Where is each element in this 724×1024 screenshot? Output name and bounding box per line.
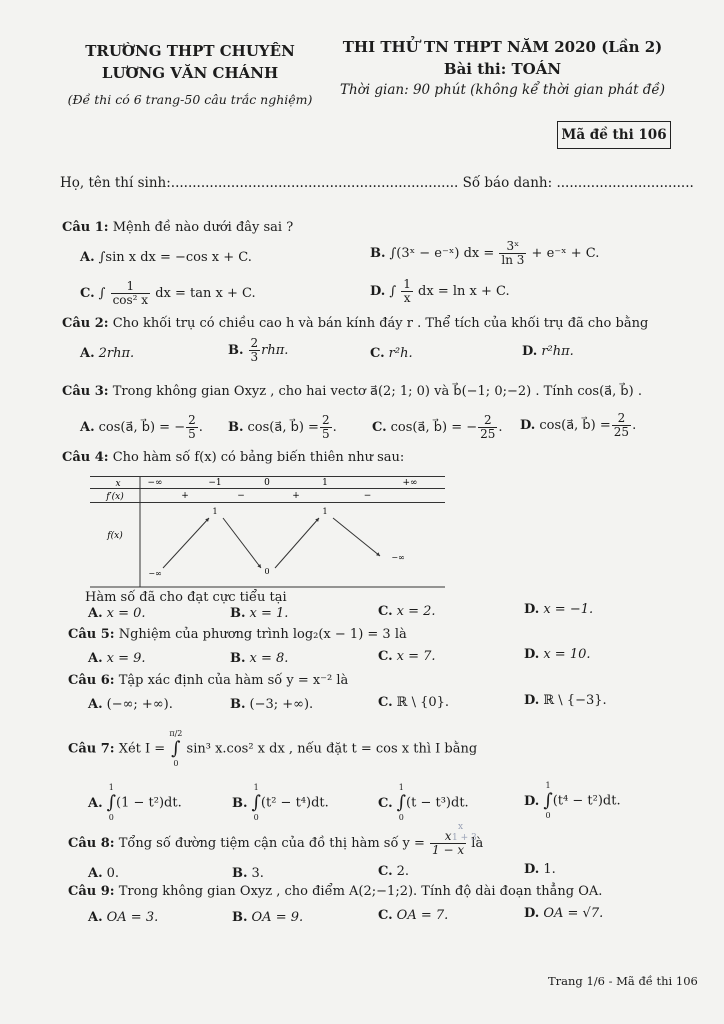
q5-b-label: B. <box>230 651 246 666</box>
school-block <box>55 40 325 107</box>
q3-d-fraction <box>612 412 631 439</box>
q3-c-fraction <box>478 414 497 441</box>
q8-b-label: B. <box>232 866 248 881</box>
q8-text: Tổng số đường tiệm cận của đồ thị hàm số y = <box>118 836 425 851</box>
q2-c-text: r²h. <box>388 346 413 361</box>
q2-option-b <box>228 337 288 364</box>
q8-b-text: 3. <box>251 866 264 881</box>
q7-b-lower: 0 <box>253 813 259 822</box>
question-8-number: Câu 8: <box>68 836 115 851</box>
x-value-4: +∞ <box>402 478 418 488</box>
q5-option-a <box>88 651 146 666</box>
q8-option-b <box>232 866 264 881</box>
q4-option-a <box>88 606 146 621</box>
exam-code-box: Mã đề thi 106 <box>557 121 671 149</box>
q6-option-b <box>230 697 313 712</box>
q3-c-pre: cos(a⃗, b⃗) = − <box>390 420 478 435</box>
q7-c-label: C. <box>378 795 393 811</box>
q8-c-label: C. <box>378 864 393 879</box>
exam-info-block <box>330 36 675 98</box>
q6-d-text: ℝ \ {−3}. <box>543 693 607 708</box>
exam-title: THI THỬ TN THPT NĂM 2020 (Lần 2) <box>342 38 663 56</box>
question-3-text: Trong không gian Oxyz , cho hai vectơ a⃗(2; 1; 0) và b⃗(−1; 0;−2) . Tính cos(a⃗, b⃗) . <box>112 384 642 399</box>
q7-integral: π/2 ∫ 0 <box>169 729 183 768</box>
q5-d-text: x = 10. <box>543 647 591 662</box>
q7-c-lower: 0 <box>398 813 404 822</box>
q8-tail: là <box>471 836 484 851</box>
q3-option-c: C. cos(a⃗, b⃗) = − $\frac{2}{25}$ . <box>372 413 503 441</box>
q3-a-num: 2 <box>188 413 196 427</box>
q4-option-b <box>230 606 288 621</box>
q3-d-den: 25 <box>613 425 630 439</box>
q2-d-label: D. <box>522 344 538 359</box>
f-value-3: 1 <box>322 507 328 516</box>
q4-b-text: x = 1. <box>249 606 289 621</box>
q7-pre: Xét I = <box>118 741 166 757</box>
q4-d-text: x = −1. <box>543 602 594 617</box>
x-value-3: 1 <box>322 478 328 488</box>
question-9 <box>68 884 602 899</box>
q3-b-label: B. <box>228 420 244 435</box>
derivative-sign-2: + <box>292 491 300 501</box>
q1-c-fraction <box>111 280 151 307</box>
variation-table <box>90 476 445 588</box>
q7-a-upper: 1 <box>108 783 114 792</box>
variation-arrow-0 <box>163 518 209 568</box>
q1-b-tail: + e⁻ˣ + C. <box>531 246 600 261</box>
q3-option-a: A. cos(a⃗, b⃗) = − $\frac{2}{5}$ . <box>80 413 203 441</box>
q6-option-d <box>524 693 607 708</box>
q4-option-d <box>524 602 593 617</box>
question-9-text: Trong không gian Oxyz , cho điểm A(2;−1;2). Tính độ dài đoạn thẳng OA. <box>118 884 603 899</box>
q9-option-c <box>378 908 448 923</box>
q9-b-label: B. <box>232 910 248 925</box>
q6-c-label: C. <box>378 695 393 710</box>
question-3 <box>62 384 642 399</box>
variation-table-svg <box>90 476 445 588</box>
q1-d-label: D. <box>370 284 386 299</box>
q8-option-d <box>524 862 556 877</box>
q6-a-label: A. <box>88 697 103 712</box>
q1-c-den: cos² x <box>112 293 149 307</box>
q7-a-text: (1 − t²)dt. <box>116 795 182 811</box>
q9-c-label: C. <box>378 908 393 923</box>
question-4-prompt: Hàm số đã cho đạt cực tiểu tại <box>85 590 287 605</box>
question-6 <box>68 673 348 688</box>
school-line-2: LƯƠNG VĂN CHÁNH <box>101 64 279 82</box>
question-2-number: Câu 2: <box>62 316 109 331</box>
q7-option-d: D.1 ∫ 0(t⁴ − t²)dt. <box>524 781 621 820</box>
q3-c-label: C. <box>372 420 387 435</box>
pencil-note-2: 1 + 3 <box>452 833 477 843</box>
q7-text: nếu đặt t = cos x thì I bằng <box>297 741 478 757</box>
q3-b-num: 2 <box>321 413 330 427</box>
q3-c-num: 2 <box>478 414 497 428</box>
variation-arrow-1 <box>223 518 261 568</box>
q7-upper: π/2 <box>169 729 183 738</box>
variation-arrow-3 <box>333 518 380 556</box>
id-dots: ................................ <box>556 175 694 191</box>
f-value-1: 1 <box>212 507 218 516</box>
q4-c-text: x = 2. <box>396 604 436 619</box>
q2-a-text: 2rhπ. <box>98 346 135 361</box>
q7-c-text: (t − t³)dt. <box>406 795 469 811</box>
q5-c-text: x = 7. <box>396 649 436 664</box>
q1-d-tail: dx = ln x + C. <box>418 284 510 299</box>
q2-option-d <box>522 344 574 359</box>
q2-option-a <box>80 346 134 361</box>
q1-c-label: C. <box>80 286 95 301</box>
x-label: x <box>115 479 121 489</box>
pages-note: (Đề thi có 6 trang-50 câu trắc nghiệm) <box>67 92 313 107</box>
q2-a-label: A. <box>80 346 95 361</box>
q9-a-text: OA = 3. <box>106 910 159 925</box>
q7-a-label: A. <box>88 795 103 811</box>
q9-option-d <box>524 906 603 921</box>
q6-b-label: B. <box>230 697 246 712</box>
q2-b-den: 3 <box>250 350 259 364</box>
q5-a-label: A. <box>88 651 103 666</box>
derivative-sign-1: − <box>237 491 245 501</box>
q1-d-num: 1 <box>403 277 411 291</box>
question-5 <box>68 627 407 642</box>
q1-b-text: ∫(3ˣ − e⁻ˣ) dx = <box>389 246 495 261</box>
pencil-note <box>452 822 477 844</box>
q5-a-text: x = 9. <box>106 651 146 666</box>
question-1-text: Mệnh đề nào dưới đây sai ? <box>112 220 294 235</box>
q9-b-text: OA = 9. <box>251 910 304 925</box>
derivative-sign-3: − <box>363 491 372 501</box>
q3-a-fraction <box>186 414 198 441</box>
q1-b-label: B. <box>370 246 386 261</box>
q5-c-label: C. <box>378 649 393 664</box>
question-7 <box>68 728 477 770</box>
q3-a-label: A. <box>80 420 95 435</box>
q5-option-d <box>524 647 591 662</box>
q2-b-num: 2 <box>250 336 259 350</box>
question-1 <box>62 220 293 235</box>
question-1-number: Câu 1: <box>62 220 109 235</box>
q7-body: sin³ x.cos² x dx , <box>186 741 294 757</box>
question-4-number: Câu 4: <box>62 450 109 465</box>
x-value-0: −∞ <box>147 478 163 488</box>
q7-c-upper: 1 <box>398 783 404 792</box>
q7-option-a: A.1 ∫ 0(1 − t²)dt. <box>88 783 182 822</box>
q5-option-b <box>230 651 288 666</box>
name-label: Họ, tên thí sinh: <box>60 175 171 191</box>
page-footer: Trang 1/6 - Mã đề thi 106 <box>548 974 698 988</box>
q1-a-label: A. <box>80 250 95 265</box>
q3-b-fraction <box>320 414 332 441</box>
derivative-sign-0: + <box>181 491 189 501</box>
q1-option-d <box>370 278 510 305</box>
q4-d-label: D. <box>524 602 540 617</box>
q8-d-label: D. <box>524 862 540 877</box>
q2-b-tail: rhπ. <box>261 343 289 358</box>
q6-option-c <box>378 695 449 710</box>
q7-d-upper: 1 <box>545 781 551 790</box>
q1-b-num: 3ˣ <box>499 240 526 254</box>
question-7-number: Câu 7: <box>68 741 115 757</box>
q1-c-num: 1 <box>111 280 151 294</box>
q4-b-label: B. <box>230 606 246 621</box>
q3-b-pre: cos(a⃗, b⃗) = <box>247 420 319 435</box>
q4-a-text: x = 0. <box>106 606 146 621</box>
f-value-0: −∞ <box>148 569 162 578</box>
question-4-text: Cho hàm số f(x) có bảng biến thiên như sau: <box>112 450 405 465</box>
q8-option-a <box>88 866 119 881</box>
q1-b-den: ln 3 <box>501 253 525 267</box>
candidate-line <box>60 175 694 191</box>
q7-option-c: C.1 ∫ 0(t − t³)dt. <box>378 783 469 822</box>
q5-b-text: x = 8. <box>249 651 289 666</box>
question-3-number: Câu 3: <box>62 384 109 399</box>
q7-option-b: B.1 ∫ 0(t² − t⁴)dt. <box>232 783 329 822</box>
x-value-2: 0 <box>264 478 270 488</box>
question-5-number: Câu 5: <box>68 627 115 642</box>
q6-c-text: ℝ \ {0}. <box>396 695 450 710</box>
q9-option-a <box>88 910 158 925</box>
q4-option-c <box>378 604 436 619</box>
q3-d-pre: cos(a⃗, b⃗) = <box>539 418 611 433</box>
school-line-1: TRƯỜNG THPT CHUYÊN <box>85 42 295 60</box>
q3-d-label: D. <box>520 418 536 433</box>
f-value-4: −∞ <box>391 553 405 562</box>
fprime-label: f′(x) <box>106 492 124 502</box>
q9-d-label: D. <box>524 906 540 921</box>
q1-option-b <box>370 240 599 267</box>
q1-d-int: ∫ <box>389 284 397 299</box>
q3-a-pre: cos(a⃗, b⃗) = − <box>98 420 186 435</box>
q7-d-lower: 0 <box>545 811 551 820</box>
q7-lower: 0 <box>173 759 179 768</box>
q6-b-text: (−3; +∞). <box>249 697 314 712</box>
q4-c-label: C. <box>378 604 393 619</box>
q1-c-int: ∫ <box>98 286 106 301</box>
x-value-1: −1 <box>208 478 222 488</box>
q7-b-label: B. <box>232 795 248 811</box>
q8-option-c <box>378 864 409 879</box>
q8-den: 1 − x <box>432 843 465 857</box>
q2-b-fraction <box>249 337 261 364</box>
q3-option-d: D. cos(a⃗, b⃗) = $\frac{2}{25}$ . <box>520 411 637 439</box>
q5-d-label: D. <box>524 647 540 662</box>
q3-a-den: 5 <box>188 427 196 441</box>
q1-option-c <box>80 280 256 307</box>
q2-c-label: C. <box>370 346 385 361</box>
q9-d-text: OA = √7. <box>543 906 604 921</box>
q7-b-upper: 1 <box>253 783 259 792</box>
question-6-number: Câu 6: <box>68 673 115 688</box>
question-8 <box>68 830 483 857</box>
q3-option-b: B. cos(a⃗, b⃗) = $\frac{2}{5}$ . <box>228 413 337 441</box>
question-6-text: Tập xác định của hàm số y = x⁻² là <box>118 673 349 688</box>
q2-option-c <box>370 346 413 361</box>
q8-c-text: 2. <box>396 864 410 879</box>
q6-a-text: (−∞; +∞). <box>106 697 173 712</box>
question-2-text: Cho khối trụ có chiều cao h và bán kính đáy r . Thể tích của khối trụ đã cho bằng <box>112 316 649 331</box>
q2-b-label: B. <box>228 343 244 358</box>
question-9-number: Câu 9: <box>68 884 115 899</box>
q8-num: x <box>430 830 466 844</box>
q1-a-text: ∫sin x dx = −cos x + C. <box>98 250 252 265</box>
question-2 <box>62 316 648 331</box>
q1-d-den: x <box>403 291 411 305</box>
f-value-2: 0 <box>264 567 270 576</box>
id-label: Số báo danh: <box>462 175 553 191</box>
q1-d-fraction <box>401 278 413 305</box>
q6-option-a <box>88 697 173 712</box>
q7-d-text: (t⁴ − t²)dt. <box>552 793 621 809</box>
q2-d-text: r²hπ. <box>541 344 574 359</box>
q8-d-text: 1. <box>543 862 556 877</box>
q1-b-fraction <box>499 240 526 267</box>
q7-a-lower: 0 <box>108 813 114 822</box>
pencil-note-1: x <box>458 822 464 832</box>
q1-c-tail: dx = tan x + C. <box>155 286 256 301</box>
q8-a-text: 0. <box>106 866 120 881</box>
q4-a-label: A. <box>88 606 103 621</box>
q3-d-num: 2 <box>612 412 631 426</box>
q3-c-den: 25 <box>480 427 496 441</box>
question-5-text: Nghiệm của phương trình log₂(x − 1) = 3 là <box>118 627 407 642</box>
exam-time: Thời gian: 90 phút (không kể thời gian phát đề) <box>339 82 666 98</box>
q1-option-a <box>80 250 252 265</box>
name-dots: ................................................................... <box>170 175 459 191</box>
f-label: f(x) <box>107 531 123 541</box>
q9-c-text: OA = 7. <box>396 908 449 923</box>
q6-d-label: D. <box>524 693 540 708</box>
q9-option-b <box>232 910 303 925</box>
question-4 <box>62 450 404 465</box>
q3-b-den: 5 <box>321 427 330 441</box>
q7-d-label: D. <box>524 793 540 809</box>
exam-subject: Bài thi: TOÁN <box>443 60 562 78</box>
q5-option-c <box>378 649 436 664</box>
variation-arrow-2 <box>275 518 319 568</box>
q8-a-label: A. <box>88 866 103 881</box>
q7-b-text: (t² − t⁴)dt. <box>260 795 329 811</box>
q9-a-label: A. <box>88 910 103 925</box>
